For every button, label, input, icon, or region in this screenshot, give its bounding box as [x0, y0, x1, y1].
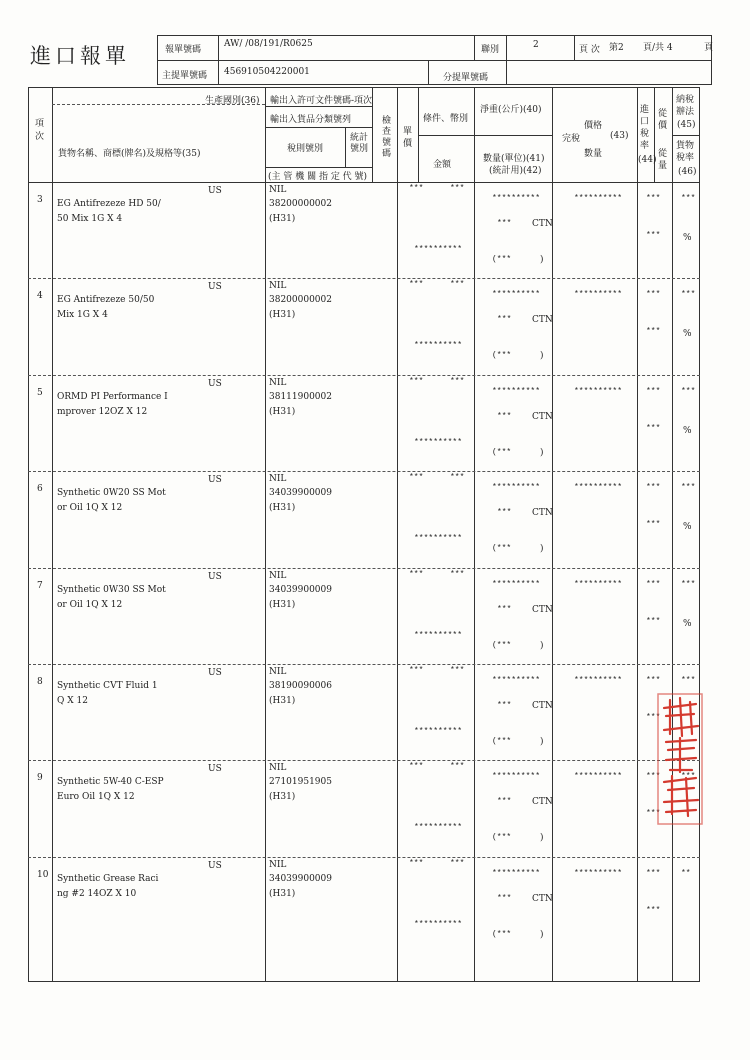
- col-quantity: 數量(單位)(41): [483, 154, 545, 164]
- permit-no: NIL: [269, 281, 287, 292]
- master-bl-label: 主提單號碼: [162, 71, 208, 81]
- item-no: 6: [37, 484, 43, 495]
- dutiable-value: **********: [574, 194, 623, 203]
- declaration-no: AW/ /08/191/R0625: [224, 39, 313, 49]
- stat-qty-open: (***: [492, 447, 512, 457]
- tax-method: **: [681, 868, 691, 878]
- terms-2: ***: [450, 376, 465, 386]
- terms-1: ***: [409, 280, 424, 290]
- origin: US: [208, 764, 222, 775]
- item-no: 8: [37, 677, 43, 687]
- col-price-no: (43): [610, 131, 629, 141]
- terms-2: ***: [450, 184, 465, 193]
- terms-2: ***: [450, 858, 465, 868]
- col-ad-valorem: 從價: [658, 109, 668, 131]
- page-total: 頁/共 4: [643, 43, 673, 53]
- dutiable-value: **********: [574, 868, 623, 878]
- terms-1: ***: [409, 376, 424, 386]
- stat-qty-open: (***: [492, 544, 512, 554]
- net-weight: **********: [492, 868, 541, 878]
- tax-percent: %: [683, 233, 692, 243]
- tariff-code: 27101951905: [269, 777, 332, 788]
- quantity: ***: [497, 893, 512, 903]
- col-permit: 輸出入許可文件號碼-項次: [270, 96, 373, 106]
- amount: **********: [414, 823, 463, 833]
- dutiable-value: **********: [574, 676, 623, 685]
- net-weight: **********: [492, 194, 541, 203]
- permit-no: NIL: [269, 185, 287, 195]
- origin: US: [208, 860, 222, 871]
- tax-method: ***: [681, 386, 696, 396]
- duty-rate: ***: [646, 290, 661, 300]
- permit-no: NIL: [269, 474, 287, 485]
- col-amount: 金額: [433, 160, 452, 170]
- goods-desc-line1: ORMD PI Performance I: [57, 391, 168, 402]
- agency-code: (H31): [269, 214, 296, 224]
- permit-no: NIL: [269, 667, 287, 677]
- net-weight: **********: [492, 386, 541, 396]
- unit: CTN: [532, 315, 553, 326]
- net-weight: **********: [492, 676, 541, 685]
- col-origin: 生產國別(36): [205, 96, 260, 106]
- terms-1: ***: [409, 666, 424, 675]
- duty-rate-2: ***: [646, 713, 661, 722]
- tax-percent: %: [683, 425, 692, 436]
- tariff-code: 38190090006: [269, 681, 332, 691]
- stat-qty-close: ): [540, 447, 544, 458]
- col-stat: 統計號別: [350, 133, 369, 154]
- stat-qty-open: (***: [492, 833, 512, 843]
- tax-method: ***: [681, 772, 696, 782]
- tax-method: ***: [681, 579, 696, 589]
- amount: **********: [414, 245, 463, 254]
- duty-rate: ***: [646, 386, 661, 396]
- quantity: ***: [497, 604, 512, 614]
- terms-2: ***: [450, 280, 465, 290]
- dutiable-value: **********: [574, 386, 623, 396]
- tax-percent: %: [683, 618, 692, 629]
- page-suffix: 頁: [704, 43, 714, 53]
- col-agency: (主 管 機 關 指 定 代 號): [268, 172, 368, 182]
- duty-rate: ***: [646, 483, 661, 493]
- col-stat-qty: (統計用)(42): [489, 166, 542, 176]
- net-weight: **********: [492, 579, 541, 589]
- terms-2: ***: [450, 666, 465, 675]
- agency-code: (H31): [269, 888, 296, 899]
- net-weight: **********: [492, 483, 541, 493]
- net-weight: **********: [492, 772, 541, 782]
- customs-stamp: [656, 690, 704, 830]
- agency-code: (H31): [269, 406, 296, 417]
- origin: US: [208, 378, 222, 389]
- permit-no: NIL: [269, 763, 287, 774]
- house-bl-label: 分提單號碼: [443, 73, 489, 83]
- tax-method: ***: [681, 194, 696, 203]
- terms-1: ***: [409, 184, 424, 193]
- unit: CTN: [532, 604, 553, 615]
- goods-desc-line1: Synthetic 0W20 SS Mot: [57, 488, 166, 499]
- terms-2: ***: [450, 473, 465, 483]
- amount: **********: [414, 727, 463, 736]
- goods-desc-line2: Q X 12: [57, 696, 88, 706]
- agency-code: (H31): [269, 696, 296, 706]
- stat-qty-open: (***: [492, 255, 512, 264]
- tax-method: ***: [681, 676, 696, 685]
- stat-qty-open: (***: [492, 929, 512, 939]
- amount: **********: [414, 341, 463, 351]
- stat-qty-close: ): [540, 640, 544, 651]
- col-unit-price: 單價: [403, 127, 413, 149]
- amount: **********: [414, 919, 463, 929]
- col-price-qty: 數量: [584, 149, 603, 159]
- tariff-code: 38200000002: [269, 295, 332, 306]
- col-commodity-tax: 貨物稅率: [676, 141, 695, 163]
- duty-rate-2: ***: [646, 520, 661, 530]
- terms-1: ***: [409, 858, 424, 868]
- duty-rate-2: ***: [646, 809, 661, 819]
- tariff-code: 38200000002: [269, 199, 332, 209]
- origin: US: [208, 668, 222, 678]
- duty-rate-2: ***: [646, 616, 661, 626]
- unit: CTN: [532, 893, 553, 904]
- duty-rate-2: ***: [646, 327, 661, 337]
- duty-rate: ***: [646, 676, 661, 685]
- permit-no: NIL: [269, 859, 287, 870]
- col-inspect: 檢查號碼: [382, 116, 392, 159]
- col-item: 項次: [35, 119, 45, 142]
- col-tax-method: 納稅辦法: [676, 95, 695, 117]
- terms-2: ***: [450, 762, 465, 772]
- quantity: ***: [497, 411, 512, 421]
- goods-desc-line1: Synthetic 0W30 SS Mot: [57, 584, 166, 595]
- duty-rate-2: ***: [646, 423, 661, 433]
- item-no: 7: [37, 580, 43, 591]
- tariff-code: 34039900009: [269, 873, 332, 884]
- stat-qty-close: ): [540, 544, 544, 555]
- dutiable-value: **********: [574, 483, 623, 493]
- agency-code: (H31): [269, 792, 296, 803]
- goods-desc-line2: Mix 1G X 4: [57, 310, 108, 321]
- terms-2: ***: [450, 569, 465, 579]
- stat-qty-close: ): [540, 351, 544, 362]
- goods-desc-line1: Synthetic 5W-40 C-ESP: [57, 777, 164, 788]
- duty-rate-2: ***: [646, 231, 661, 240]
- duty-rate: ***: [646, 772, 661, 782]
- tax-method: ***: [681, 483, 696, 493]
- terms-1: ***: [409, 473, 424, 483]
- duty-rate: ***: [646, 868, 661, 878]
- stat-qty-close: ): [540, 833, 544, 844]
- stat-qty-close: ): [540, 737, 544, 747]
- quantity: ***: [497, 315, 512, 325]
- net-weight: **********: [492, 290, 541, 300]
- goods-desc-line2: or Oil 1Q X 12: [57, 503, 123, 514]
- goods-desc-line1: EG Antifrezeze 50/50: [57, 295, 155, 306]
- item-no: 4: [37, 291, 43, 302]
- unit: CTN: [532, 701, 553, 711]
- duty-rate: ***: [646, 579, 661, 589]
- tariff-code: 34039900009: [269, 584, 332, 595]
- origin: US: [208, 282, 222, 293]
- master-bl: 456910504220001: [224, 67, 310, 77]
- items-table: [28, 87, 700, 982]
- terms-1: ***: [409, 569, 424, 579]
- goods-desc-line2: ng #2 14OZ X 10: [57, 888, 137, 899]
- item-no: 10: [37, 869, 49, 880]
- stat-qty-close: ): [540, 929, 544, 940]
- origin: US: [208, 571, 222, 582]
- quantity: ***: [497, 508, 512, 518]
- goods-desc-line2: Euro Oil 1Q X 12: [57, 792, 135, 803]
- quantity: ***: [497, 219, 512, 228]
- unit: CTN: [532, 508, 553, 519]
- goods-desc-line1: Synthetic CVT Fluid 1: [57, 681, 158, 691]
- agency-code: (H31): [269, 503, 296, 514]
- quantity: ***: [497, 701, 512, 710]
- unit: CTN: [532, 797, 553, 808]
- form-title: 進口報單: [30, 44, 130, 68]
- dutiable-value: **********: [574, 772, 623, 782]
- goods-desc-line2: mprover 12OZ X 12: [57, 406, 148, 417]
- amount: **********: [414, 630, 463, 640]
- permit-no: NIL: [269, 570, 287, 581]
- declaration-no-label: 報單號碼: [165, 45, 202, 55]
- origin: US: [208, 186, 222, 196]
- duty-rate: ***: [646, 194, 661, 203]
- col-terms: 條件、幣別: [423, 114, 469, 124]
- copy-value: 2: [533, 40, 539, 50]
- tariff-code: 38111900002: [269, 391, 332, 402]
- col-duty-rate: 進口稅率: [640, 105, 650, 151]
- stat-qty-open: (***: [492, 351, 512, 361]
- tariff-code: 34039900009: [269, 488, 332, 499]
- agency-code: (H31): [269, 599, 296, 610]
- item-no: 3: [37, 195, 43, 205]
- goods-desc-line2: 50 Mix 1G X 4: [57, 214, 123, 224]
- col-dutiable: 完稅: [562, 134, 581, 144]
- col-goods: 貨物名稱、商標(牌名)及規格等(35): [58, 149, 201, 159]
- tax-method: ***: [681, 290, 696, 300]
- dutiable-value: **********: [574, 290, 623, 300]
- col-tariff: 稅則號別: [287, 144, 324, 154]
- col-commodity-tax-no: (46): [678, 167, 697, 177]
- quantity: ***: [497, 797, 512, 807]
- dutiable-value: **********: [574, 579, 623, 589]
- col-price-label: 價格: [584, 121, 603, 131]
- col-tax-method-no: (45): [677, 120, 696, 130]
- stat-qty-open: (***: [492, 737, 512, 746]
- col-specific: 從量: [658, 149, 668, 171]
- item-no: 9: [37, 773, 43, 784]
- terms-1: ***: [409, 762, 424, 772]
- amount: **********: [414, 437, 463, 447]
- tax-percent: %: [683, 522, 692, 533]
- unit: CTN: [532, 219, 553, 229]
- unit: CTN: [532, 411, 553, 422]
- stat-qty-close: ): [540, 255, 544, 265]
- page-current: 第2: [609, 43, 624, 53]
- amount: **********: [414, 534, 463, 544]
- agency-code: (H31): [269, 310, 296, 321]
- permit-no: NIL: [269, 377, 287, 388]
- stat-qty-open: (***: [492, 640, 512, 650]
- goods-desc-line2: or Oil 1Q X 12: [57, 599, 123, 610]
- duty-rate-2: ***: [646, 905, 661, 915]
- col-ccc: 輸出入貨品分類號列: [270, 115, 352, 125]
- tax-percent: %: [683, 329, 692, 340]
- origin: US: [208, 475, 222, 486]
- col-net-weight: 淨重(公斤)(40): [480, 105, 542, 115]
- copy-label: 聯別: [481, 45, 500, 55]
- item-no: 5: [37, 387, 43, 398]
- goods-desc-line1: EG Antifrezeze HD 50/: [57, 199, 161, 209]
- col-rate-no: (44): [638, 155, 657, 165]
- page-label: 頁 次: [579, 45, 600, 55]
- goods-desc-line1: Synthetic Grease Raci: [57, 873, 159, 884]
